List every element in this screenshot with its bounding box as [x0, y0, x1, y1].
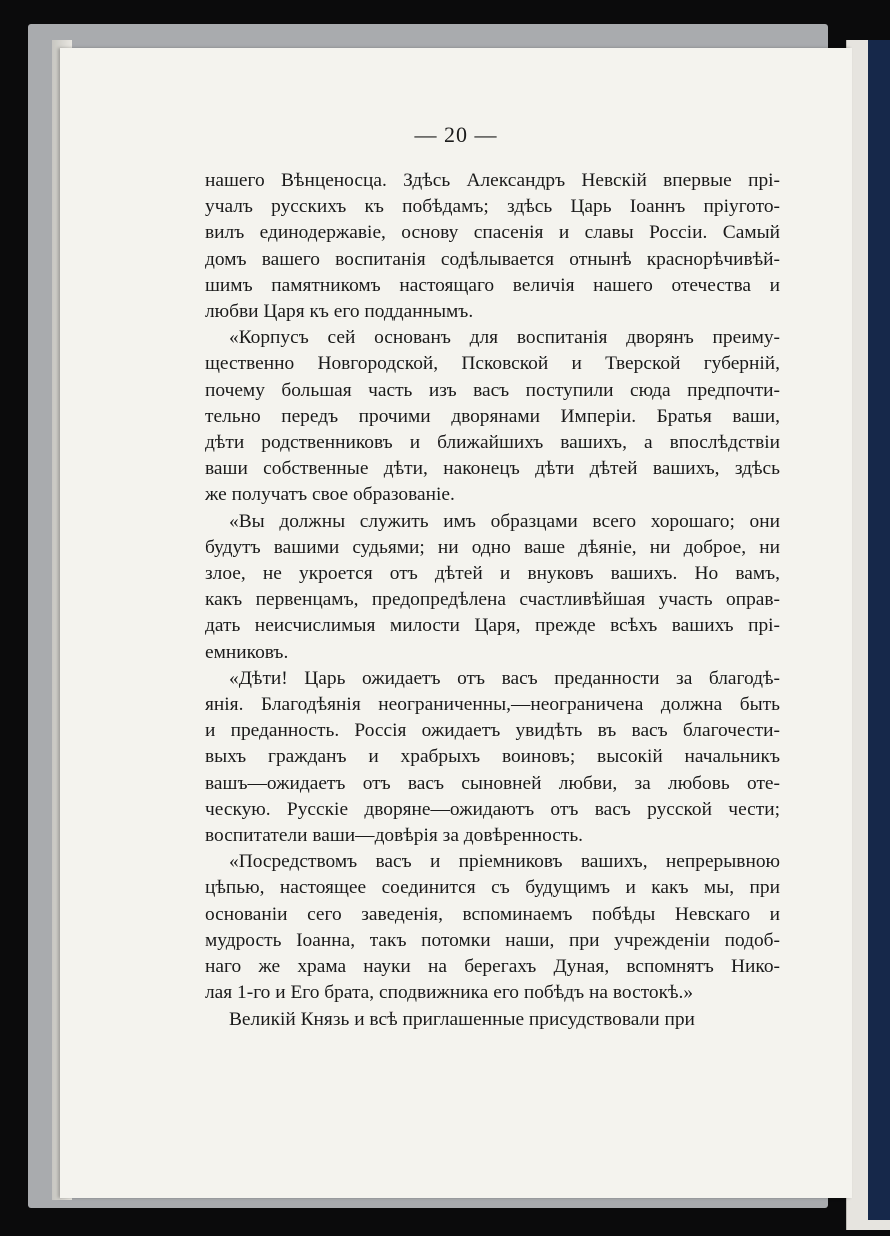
text-line: емниковъ. — [205, 641, 289, 663]
text-line: вилъ единодержавіе, основу спасенія и славы Россіи. Самый — [205, 222, 780, 244]
text-line: мудрость Іоанна, такъ потомки наши, при учрежденіи подоб- — [205, 929, 780, 951]
paragraph — [205, 849, 780, 1006]
text-line: цѣпью, настоящее соединится съ будущимъ и какъ мы, при — [205, 877, 780, 899]
text-line: ческую. Русскіе дворяне—ожидаютъ отъ васъ русской чести; — [205, 798, 780, 820]
text-line: злое, не укроется отъ дѣтей и внуковъ вашихъ. Но вамъ, — [205, 563, 780, 585]
paragraph — [205, 168, 780, 325]
text-line: «Посредствомъ васъ и пріемниковъ вашихъ, непрерывною — [229, 851, 780, 873]
text-line: янія. Благодѣянія неограниченны,—неограничена должна быть — [205, 694, 780, 716]
text-line: наго же храма науки на берегахъ Дуная, вспомнятъ Нико- — [205, 956, 780, 978]
text-line: Великій Князь и всѣ приглашенные присудствовали при — [229, 1008, 695, 1030]
paragraph — [205, 1007, 780, 1033]
paragraph — [205, 509, 780, 666]
text-line: любви Царя къ его подданнымъ. — [205, 301, 474, 323]
text-line: будутъ вашими судьями; ни одно ваше дѣяніе, ни доброе, ни — [205, 536, 780, 558]
text-line: дать неисчислимыя милости Царя, прежде всѣхъ вашихъ прі- — [205, 615, 780, 637]
text-line: почему большая часть изъ васъ поступили сюда предпочти- — [205, 379, 780, 401]
text-line: домъ вашего воспитанія содѣлывается отнынѣ краснорѣчивѣй- — [205, 248, 780, 270]
text-line: тельно передъ прочими дворянами Имперіи. Братья ваши, — [205, 405, 780, 427]
text-line: лая 1-го и Его брата, сподвижника его побѣдъ на востокѣ.» — [205, 982, 694, 1004]
text-line: ваши собственные дѣти, наконецъ дѣти дѣтей вашихъ, здѣсь — [205, 458, 780, 480]
page-text — [205, 168, 780, 1033]
text-line: «Дѣти! Царь ожидаетъ отъ васъ преданности за благодѣ- — [229, 667, 780, 689]
text-line: учалъ русскихъ къ побѣдамъ; здѣсь Царь Іоаннъ пріугото- — [205, 196, 780, 218]
text-line: шимъ памятникомъ настоящаго величія нашего отечества и — [205, 274, 780, 296]
text-line: «Вы должны служить имъ образцами всего хорошаго; они — [229, 510, 780, 532]
text-line: же получатъ свое образованіе. — [205, 484, 455, 506]
text-line: и преданность. Россія ожидаетъ увидѣть въ васъ благочести- — [205, 720, 780, 742]
paragraph — [205, 666, 780, 849]
book-binding-strip — [868, 40, 890, 1220]
text-line: воспитатели ваши—довѣрія за довѣренность. — [205, 825, 584, 847]
text-line: вашъ—ожидаетъ отъ васъ сыновней любви, за любовь оте- — [205, 772, 780, 794]
text-line: какъ первенцамъ, предопредѣлена счастливѣйшая участь оправ- — [205, 589, 780, 611]
text-line: нашего Вѣнценосца. Здѣсь Александръ Невскій впервые прі- — [205, 170, 780, 191]
text-line: дѣти родственниковъ и ближайшихъ вашихъ, а впослѣдствіи — [205, 432, 780, 454]
paragraph — [205, 325, 780, 508]
text-line: «Корпусъ сей основанъ для воспитанія дворянъ преиму- — [229, 327, 780, 349]
page-number: — 20 — — [414, 122, 498, 147]
text-line: выхъ гражданъ и храбрыхъ воиновъ; высокій начальникъ — [205, 746, 780, 768]
book-page — [60, 48, 852, 1198]
text-line: основаніи сего заведенія, вспоминаемъ побѣды Невскаго и — [205, 903, 780, 925]
text-line: щественно Новгородской, Псковской и Тверской губерній, — [205, 353, 780, 375]
